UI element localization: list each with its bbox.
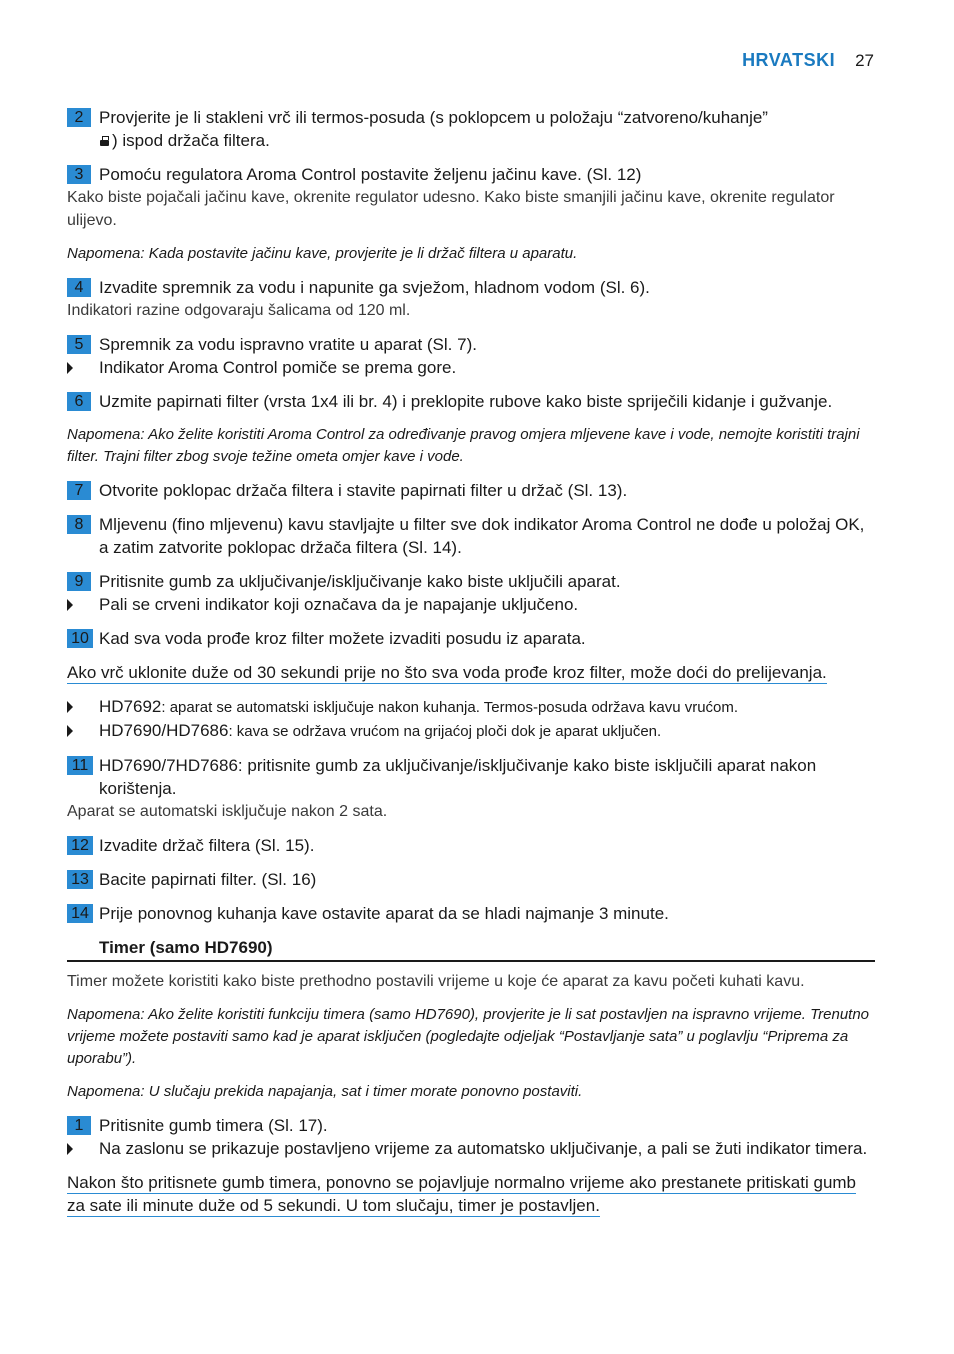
timer-intro: Timer možete koristiti kako biste prethodno postavili vrijeme u koje će aparat za kavu početi kuhati kavu. [67, 973, 805, 990]
step-text: Uzmite papirnati filter (vrsta 1x4 ili br. 4) i preklopite rubove kako biste spriječili kidanje i gužvanje. [99, 392, 833, 411]
step-12 [67, 834, 875, 857]
step-text: Spremnik za vodu ispravno vratite u aparat (Sl. 7). [99, 335, 477, 354]
step-10 [67, 627, 875, 650]
step-number: 12 [67, 836, 93, 855]
step-text-cont: ) ispod držača filtera. [112, 131, 270, 150]
step-number: 4 [67, 278, 91, 297]
result-text: Indikator Aroma Control pomiče se prema gore. [99, 358, 457, 377]
step-5 [67, 333, 875, 356]
note-3: Napomena: Ako želite koristiti funkciju timera (samo HD7690), provjerite je li sat postavljen na ispravno vrijeme. Trenutno vrijeme možete postaviti samo kad je aparat isključen (pogledajte odjeljak “Postavljanje sata” u poglavlju “Priprema za uporabu”). [67, 1006, 870, 1067]
step-11-info: Aparat se automatski isključuje nakon 2 sata. [67, 803, 388, 820]
bullet-arrow-icon [67, 599, 73, 611]
bullet-text: : kava se održava vrućom na grijaćoj ploči dok je aparat uključen. [228, 723, 662, 740]
model-name: HD7690/7HD7686 [99, 756, 238, 775]
step-13 [67, 868, 875, 891]
page-header [742, 50, 874, 71]
step-text: Pomoću regulatora Aroma Control postavite željenu jačinu kave. (Sl. 12) [99, 165, 642, 184]
step-8 [67, 513, 875, 559]
bullet-text: : aparat se automatski isključuje nakon kuhanja. Termos-posuda održava kavu vrućom. [161, 699, 739, 716]
brew-position-icon [99, 135, 111, 147]
step-text: Pritisnite gumb timera (Sl. 17). [99, 1116, 328, 1135]
note-1: Napomena: Kada postavite jačinu kave, provjerite je li držač filtera u aparatu. [67, 245, 578, 262]
bullet-arrow-icon [67, 725, 73, 737]
bullet-arrow-icon [67, 362, 73, 374]
step-text: Mljevenu (fino mljevenu) kavu stavljajte u filter sve dok indikator Aroma Control ne dođe u položaj OK, a zatim zatvorite poklopac držača filtera (Sl. 14). [99, 515, 865, 557]
step-5-result [67, 356, 875, 379]
note-4: Napomena: U slučaju prekida napajanja, sat i timer morate ponovno postaviti. [67, 1083, 583, 1100]
bullet-arrow-icon [67, 1143, 73, 1155]
step-text: Kad sva voda prođe kroz filter možete izvaditi posudu iz aparata. [99, 629, 586, 648]
step-9-result [67, 593, 875, 616]
result-text: Na zaslonu se prikazuje postavljeno vrijeme za automatsko uključivanje, a pali se žuti indikator timera. [99, 1139, 868, 1158]
bullet-hd7690 [67, 719, 875, 743]
section-title-timer: Timer (samo HD7690) [67, 936, 875, 962]
step-9 [67, 570, 875, 593]
step-text: : pritisnite gumb za uključivanje/isključivanje kako biste isključili aparat nakon korištenja. [99, 756, 817, 798]
step-3 [67, 163, 875, 186]
step-text: Prije ponovnog kuhanja kave ostavite aparat da se hladi najmanje 3 minute. [99, 904, 669, 923]
warning-text: Ako vrč uklonite duže od 30 sekundi prije no što sva voda prođe kroz filter, može doći do prelijevanja. [67, 663, 827, 682]
step-number: 1 [67, 1116, 91, 1135]
step-number: 2 [67, 108, 91, 127]
bullet-arrow-icon [67, 701, 73, 713]
step-14 [67, 902, 875, 925]
step-number: 13 [67, 870, 93, 889]
step-6 [67, 390, 875, 413]
bullet-hd7692 [67, 695, 875, 719]
timer-step-1-result [67, 1137, 875, 1160]
step-text: Izvadite držač filtera (Sl. 15). [99, 836, 315, 855]
step-text: Izvadite spremnik za vodu i napunite ga svježom, hladnom vodom (Sl. 6). [99, 278, 650, 297]
step-text: Otvorite poklopac držača filtera i stavite papirnati filter u držač (Sl. 13). [99, 481, 628, 500]
step-3-info: Kako biste pojačali jačinu kave, okrenite regulator udesno. Kako biste smanjili jačinu kave, okrenite regulator ulijevo. [67, 189, 835, 229]
main-content [67, 106, 875, 1217]
step-number: 10 [67, 629, 93, 648]
step-number: 8 [67, 515, 91, 534]
step-number: 3 [67, 165, 91, 184]
step-text: Pritisnite gumb za uključivanje/isključivanje kako biste uključili aparat. [99, 572, 621, 591]
warning-text: Nakon što pritisnete gumb timera, ponovno se pojavljuje normalno vrijeme ako prestanete pritiskati gumb za sate ili minute duže od 5 sekundi. U tom slučaju, timer je postavljen. [67, 1173, 857, 1215]
step-number: 9 [67, 572, 91, 591]
step-11 [67, 754, 875, 800]
step-number: 6 [67, 392, 91, 411]
page-number: 27 [855, 51, 874, 70]
step-4 [67, 276, 875, 299]
step-number: 14 [67, 904, 93, 923]
warning-1 [67, 661, 875, 684]
language-label: HRVATSKI [742, 50, 836, 70]
step-2 [67, 106, 875, 152]
step-4-info: Indikatori razine odgovaraju šalicama od 120 ml. [67, 302, 411, 319]
result-text: Pali se crveni indikator koji označava da je napajanje uključeno. [99, 595, 579, 614]
step-number: 11 [67, 756, 93, 775]
step-number: 5 [67, 335, 91, 354]
step-7 [67, 479, 875, 502]
step-text: Bacite papirnati filter. (Sl. 16) [99, 870, 317, 889]
note-2: Napomena: Ako želite koristiti Aroma Control za određivanje pravog omjera mljevene kave i vode, nemojte koristiti trajni filter. Trajni filter zbog svoje težine ometa omjer kave i vode. [67, 426, 860, 465]
warning-2 [67, 1171, 875, 1217]
model-name: HD7692 [99, 697, 162, 716]
timer-step-1 [67, 1114, 875, 1137]
model-name: HD7690/HD7686 [99, 721, 229, 740]
step-text: Provjerite je li stakleni vrč ili termos-posuda (s poklopcem u položaju “zatvoreno/kuhanje” [99, 108, 768, 127]
step-number: 7 [67, 481, 91, 500]
